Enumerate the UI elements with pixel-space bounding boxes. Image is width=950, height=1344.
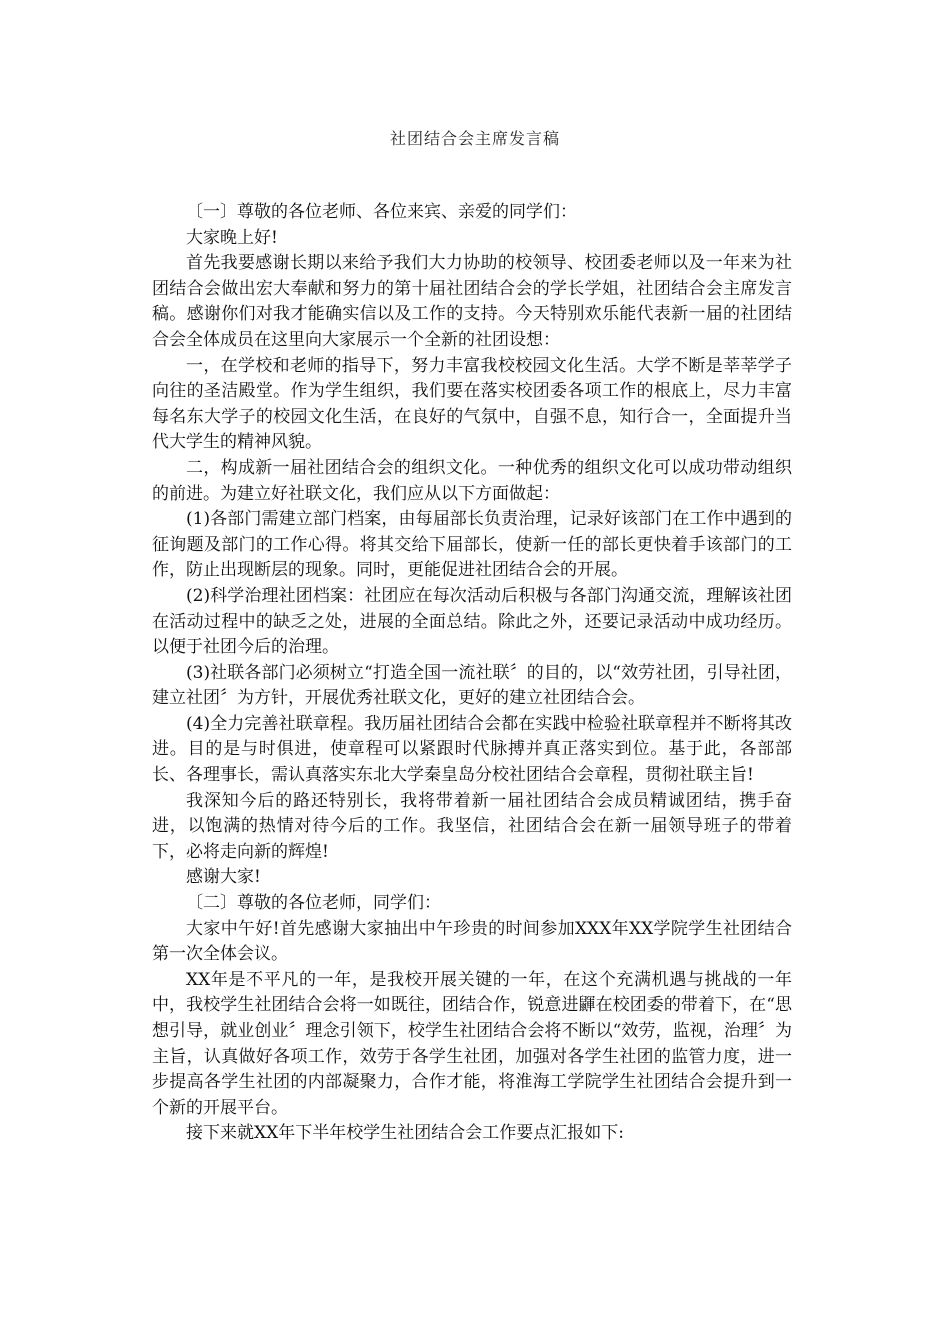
paragraph-item-1: (1)各部门需建立部门档案，由每届部长负责治理，记录好该部门在工作中遇到的征询题及部门的工作心得。将其交给下届部长，使新一任的部长更快着手该部门的工作，防止出现断层的现象。同时，更能促进社团结合会的开展。 bbox=[152, 509, 792, 581]
paragraph-closing: 我深知今后的路还特别长，我将带着新一届社团结合会成员精诚团结，携手奋进，以饱满的热情对待今后的工作。我坚信，社团结合会在新一届领导班子的带着下，必将走向新的辉煌! bbox=[152, 790, 792, 862]
document-title: 社团结合会主席发言稿 bbox=[389, 129, 560, 148]
paragraph-hello-evening: 大家晚上好! bbox=[186, 227, 278, 248]
paragraph-item-2: (2)科学治理社团档案：社团应在每次活动后积极与各部门沟通交流，理解该社团在活动过程中的缺乏之处，进展的全面总结。除此之外，还要记录活动中成功经历。以便于社团今后的治理。 bbox=[152, 585, 792, 658]
paragraph-greeting-2: 〔二〕尊敬的各位老师，同学们： bbox=[186, 893, 441, 914]
paragraph-year-review: XX年是不平凡的一年，是我校开展关键的一年，在这个充满机遇与挑战的一年中，我校学生社团结合会将一如既往，团结合作，锐意进鼲在校团委的带着下，在“思想引导，就业创业〞理念引领下，校学生社团结合会将不断以“效劳，监视，治理〞为主旨，认真做好各项工作，效劳于各学生社团，加强对各学生社团的监管力度，进一步提高各学生社团的内部凝聚力，合作才能，将淮海工学院学生社团结合会提升到一个新的开展平台。 bbox=[152, 969, 792, 1118]
paragraph-item-3: (3)社联各部门必须树立“打造全国一流社联〞的目的，以“效劳社团，引导社团，建立社团〞为方针，开展优秀社联文化，更好的建立社团结合会。 bbox=[152, 662, 792, 709]
paragraph-point-one: 一，在学校和老师的指导下，努力丰富我校校园文化生活。大学不断是莘莘学子向往的圣洁殿堂。作为学生组织，我们要在落实校团委各项工作的根底上，尽力丰富每名东大学子的校园文化生活，在良好的气氛中，自强不息，知行合一，全面提升当代大学生的精神风貌。 bbox=[152, 355, 792, 453]
paragraph-report-intro: 接下来就XX年下半年校学生社团结合会工作要点汇报如下: bbox=[186, 1123, 624, 1144]
paragraph-thanks-all: 感谢大家! bbox=[186, 867, 261, 888]
paragraph-hello-noon: 大家中午好!首先感谢大家抽出中午珍贵的时间参加XXX年XX学院学生社团结合第一次全体会议。 bbox=[152, 918, 792, 965]
paragraph-point-two: 二，构成新一届社团结合会的组织文化。一种优秀的组织文化可以成功带动组织的前进。为建立好社联文化，我们应从以下方面做起： bbox=[152, 457, 792, 504]
document-body bbox=[152, 200, 792, 1147]
paragraph-greeting-1: 〔一〕尊敬的各位老师、各位来宾、亲爱的同学们： bbox=[186, 202, 577, 222]
paragraph-thanks: 首先我要感谢长期以来给予我们大力协助的校领导、校团委老师以及一年来为社团结合会做出宏大奉献和努力的第十届社团结合会的学长学姐，社团结合会主席发言稿。感谢你们对我才能确实信以及工作的支持。今天特别欢乐能代表新一届的社团结合会全体成员在这里向大家展示一个全新的社团设想： bbox=[152, 253, 792, 350]
paragraph-item-4: (4)全力完善社联章程。我历届社团结合会都在实践中检验社联章程并不断将其改进。目的是与时俱进，使章程可以紧跟时代脉搏并真正落实到位。基于此，各部部长、各理事长，需认真落实东北大学秦皇岛分校社团结合会章程，贯彻社联主旨! bbox=[152, 713, 792, 786]
